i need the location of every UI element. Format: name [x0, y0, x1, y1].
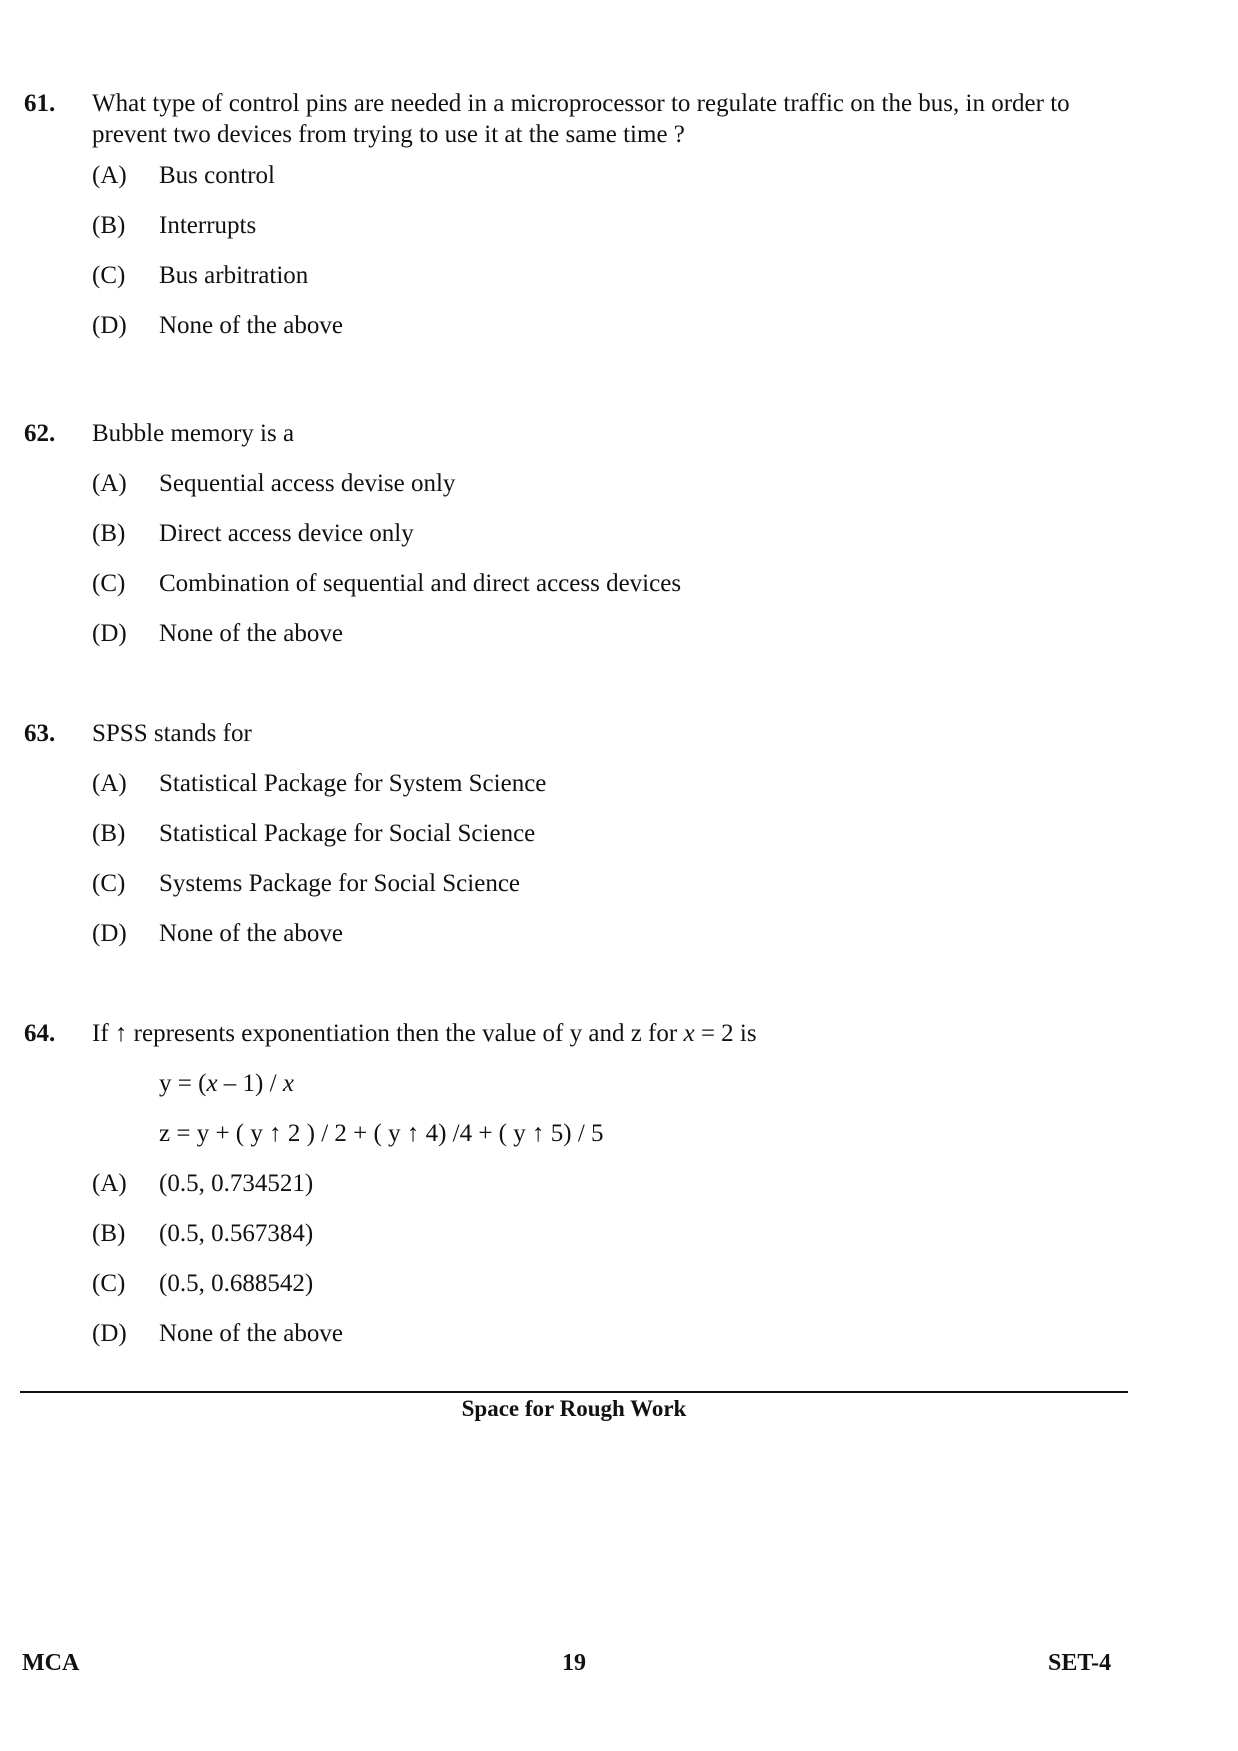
- option-d: (D) None of the above: [92, 312, 343, 339]
- question-text: If ↑ represents exponentiation then the value of y and z for x = 2 is: [92, 1020, 757, 1047]
- question-64: [24, 1018, 1124, 1368]
- option-list: [92, 768, 1124, 968]
- question-62: [24, 418, 1124, 668]
- option-c: (C) Systems Package for Social Science: [92, 870, 521, 897]
- option-d: (D) None of the above: [92, 1320, 343, 1347]
- question-text: What type of control pins are needed in a microprocessor to regulate traffic on the bus, in order to prevent two devices from trying to use it at the same time ?: [92, 90, 1070, 149]
- question-number: 64.: [24, 1020, 56, 1047]
- question-text: Bubble memory is a: [92, 420, 295, 447]
- question-61: [24, 88, 1124, 360]
- footer-course: MCA: [22, 1650, 80, 1676]
- question-number: 62.: [24, 420, 56, 447]
- rough-work-label: Space for Rough Work: [461, 1396, 687, 1421]
- question-text: SPSS stands for: [92, 720, 252, 747]
- footer-page-number: 19: [562, 1650, 586, 1676]
- option-a: (A) Statistical Package for System Science: [92, 770, 547, 797]
- option-b: (B) Statistical Package for Social Science: [92, 820, 536, 847]
- rough-work-divider: [20, 1391, 1128, 1393]
- option-b: (B) Interrupts: [92, 212, 257, 239]
- option-b: (B) (0.5, 0.567384): [92, 1220, 314, 1247]
- option-d: (D) None of the above: [92, 620, 343, 647]
- option-d: (D) None of the above: [92, 920, 343, 947]
- option-c: (C) Combination of sequential and direct access devices: [92, 570, 682, 597]
- formula-y: y = (x – 1) / x: [159, 1070, 294, 1097]
- question-number: 63.: [24, 720, 56, 747]
- option-b: (B) Direct access device only: [92, 520, 414, 547]
- option-a: (A) Bus control: [92, 162, 275, 189]
- option-list: [92, 468, 1124, 668]
- footer-set: SET-4: [1048, 1650, 1112, 1676]
- option-list: [92, 160, 1124, 360]
- option-a: (A) (0.5, 0.734521): [92, 1170, 314, 1197]
- question-number: 61.: [24, 90, 56, 117]
- option-a: (A) Sequential access devise only: [92, 470, 456, 497]
- option-c: (C) Bus arbitration: [92, 262, 309, 289]
- formula-z: z = y + ( y ↑ 2 ) / 2 + ( y ↑ 4) /4 + ( y ↑ 5) / 5: [159, 1120, 604, 1147]
- question-63: [24, 718, 1124, 968]
- option-list: [92, 1168, 1124, 1368]
- option-c: (C) (0.5, 0.688542): [92, 1270, 314, 1297]
